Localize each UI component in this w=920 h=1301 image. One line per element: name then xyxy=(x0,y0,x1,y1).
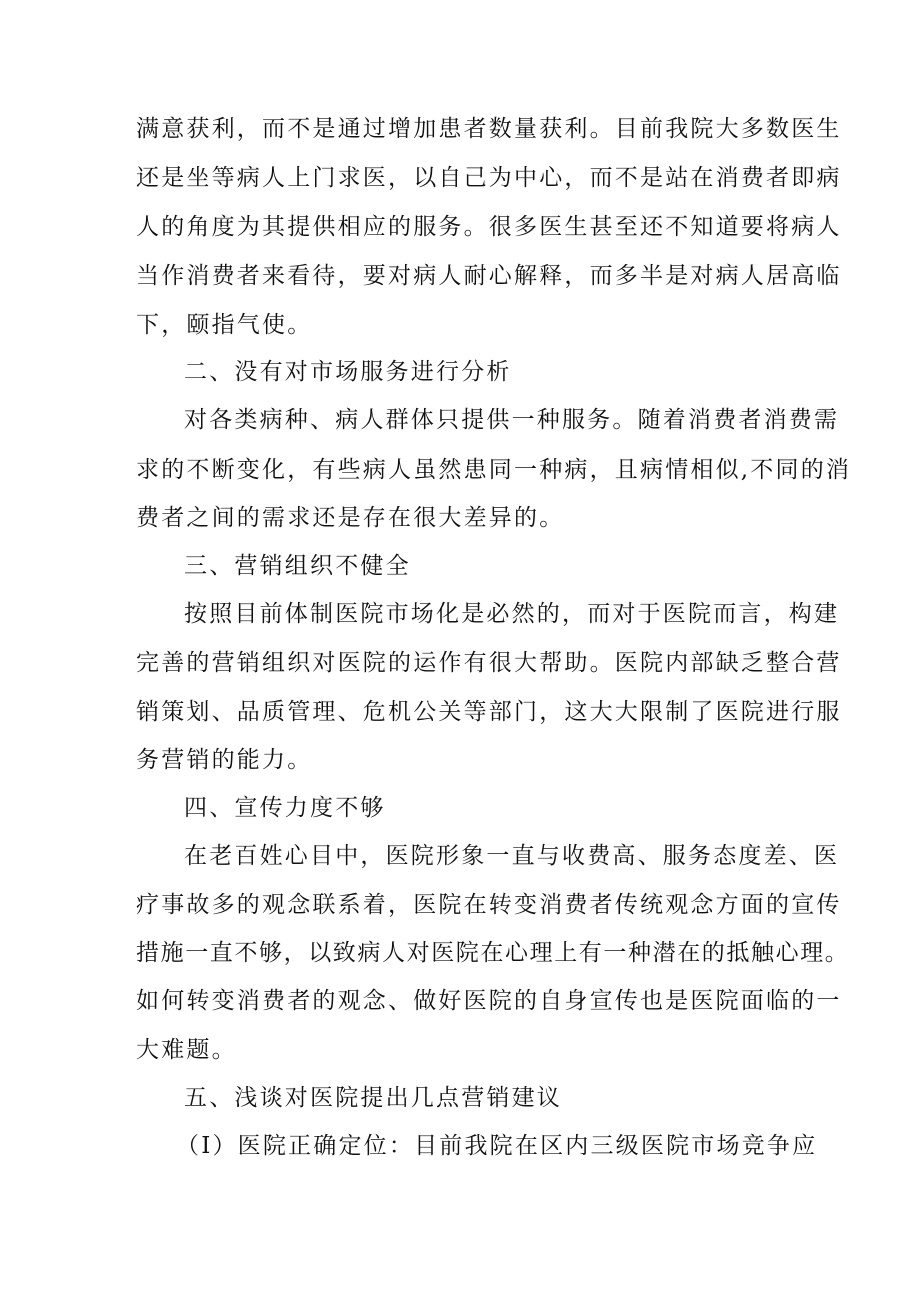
paragraph-line: 疗事故多的观念联系着，医院在转变消费者传统观念方面的宣传 xyxy=(136,892,842,918)
section-heading: 四、宣传力度不够 xyxy=(184,795,386,821)
paragraph-line: 费者之间的需求还是存在很大差异的。 xyxy=(136,505,565,531)
paragraph-line: （I）医院正确定位：目前我院在区内三级医院市场竞争应 xyxy=(176,1133,818,1159)
paragraph-line: 满意获利，而不是通过增加患者数量获利。目前我院大多数医生 xyxy=(136,116,842,142)
paragraph-line: 完善的营销组织对医院的运作有很大帮助。医院内部缺乏整合营 xyxy=(136,650,842,676)
paragraph-line: 如何转变消费者的观念、做好医院的自身宣传也是医院面临的一 xyxy=(136,988,842,1014)
paragraph-line: 在老百姓心目中，医院形象一直与收费高、服务态度差、医 xyxy=(184,843,840,869)
paragraph-line: 措施一直不够，以致病人对医院在心理上有一种潜在的抵触心理。 xyxy=(136,940,850,966)
section-heading: 二、没有对市场服务进行分析 xyxy=(184,359,512,385)
paragraph-line: 求的不断变化，有些病人虽然患同一种病，且病情相似,不同的消 xyxy=(136,457,852,483)
paragraph-line: 大难题。 xyxy=(136,1037,237,1063)
paragraph-line: 人的角度为其提供相应的服务。很多医生甚至还不知道要将病人 xyxy=(136,214,842,240)
paragraph-line: 对各类病种、病人群体只提供一种服务。随着消费者消费需 xyxy=(184,407,840,433)
paragraph-line: 还是坐等病人上门求医，以自己为中心，而不是站在消费者即病 xyxy=(136,165,842,191)
paragraph-line: 销策划、品质管理、危机公关等部门，这大大限制了医院进行服 xyxy=(136,699,842,725)
section-heading: 三、营销组织不健全 xyxy=(184,553,411,579)
paragraph-line: 下，颐指气使。 xyxy=(136,312,313,338)
section-heading: 五、浅谈对医院提出几点营销建议 xyxy=(184,1085,562,1111)
paragraph-line: 按照目前体制医院市场化是必然的，而对于医院而言，构建 xyxy=(184,601,840,627)
paragraph-line: 当作消费者来看待，要对病人耐心解释，而多半是对病人居高临 xyxy=(136,263,842,289)
paragraph-line: 务营销的能力。 xyxy=(136,747,313,773)
